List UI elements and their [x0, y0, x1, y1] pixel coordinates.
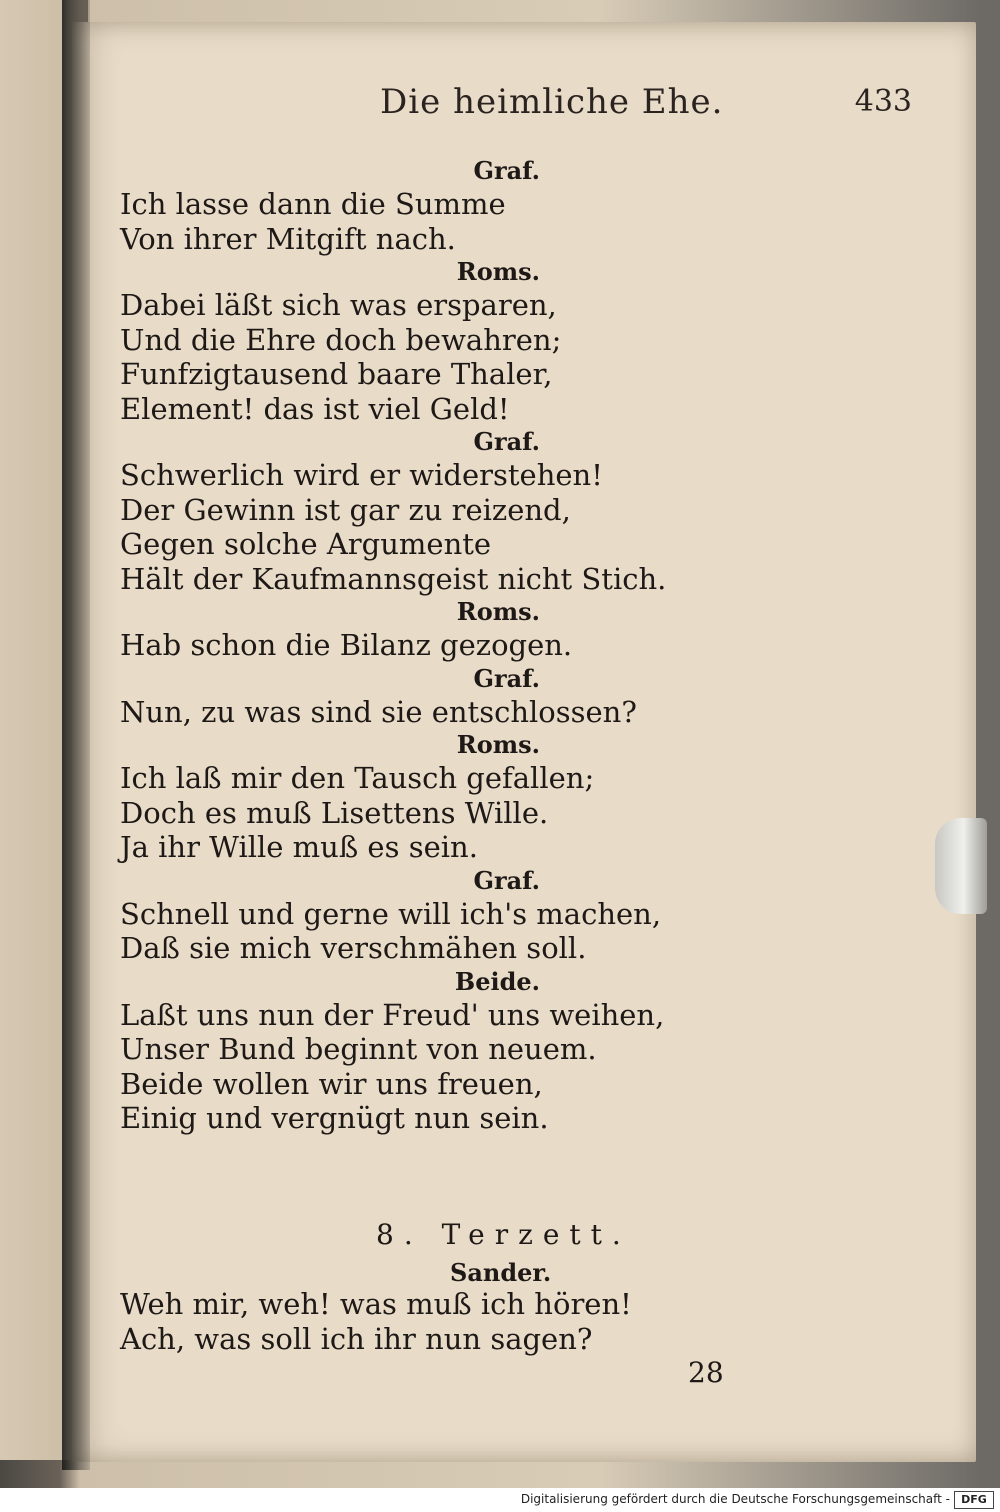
verse-line: Dabei läßt sich was ersparen,	[120, 288, 557, 322]
verse-line: Von ihrer Mitgift nach.	[120, 221, 456, 256]
speaker-label: Roms.	[456, 730, 540, 759]
verse-line: Beide wollen wir uns freuen,	[120, 1066, 543, 1101]
book-spine	[62, 0, 90, 1470]
page-header	[380, 82, 920, 130]
verse-line: Ich lasse dann die Summe	[120, 187, 506, 221]
footer-credit: Digitalisierung gefördert durch die Deutsche Forschungsgemeinschaft -	[520, 1492, 950, 1506]
speaker-label: Roms.	[456, 257, 540, 286]
verse-line: Hält der Kaufmannsgeist nicht Stich.	[120, 561, 667, 596]
verse-line: Daß sie mich verschmähen soll.	[120, 931, 587, 965]
speaker-label: Graf.	[473, 427, 540, 456]
verse-line: Ich laß mir den Tausch gefallen;	[120, 761, 595, 795]
verse-line: Funfzigtausend baare Thaler,	[120, 357, 553, 391]
verse-line: Unser Bund beginnt von neuem.	[120, 1032, 597, 1066]
verse-line: Schwerlich wird er widerstehen!	[120, 458, 603, 492]
verse-line: Einig und vergnügt nun sein.	[120, 1101, 549, 1135]
speaker-label: Graf.	[473, 865, 540, 895]
verse-line: Laßt uns nun der Freud' uns weihen,	[120, 997, 665, 1032]
verse-line: Hab schon die Bilanz gezogen.	[120, 628, 573, 662]
section-verses	[120, 1287, 680, 1356]
verse-line: Und die Ehre doch bewahren;	[120, 322, 562, 357]
dialogue-text	[120, 155, 680, 1136]
verse-line: Schnell und gerne will ich's machen,	[120, 896, 662, 931]
verse-line: Ach, was soll ich ihr nun sagen?	[120, 1321, 593, 1356]
page-clip-marker	[935, 818, 987, 914]
verse-line: Gegen solche Argumente	[120, 527, 492, 561]
verse-line: Der Gewinn ist gar zu reizend,	[120, 492, 571, 527]
speaker-label: Sander.	[450, 1258, 552, 1287]
signature-mark: 28	[688, 1356, 724, 1389]
verse-line: Element! das ist viel Geld!	[120, 391, 510, 426]
speaker-label: Roms.	[456, 597, 540, 626]
page-number: 433	[854, 84, 912, 119]
speaker-label: Beide.	[454, 966, 540, 996]
footer-bar	[0, 1488, 1000, 1512]
verse-line: Nun, zu was sind sie entschlossen?	[120, 694, 637, 729]
verse-line: Doch es muß Lisettens Wille.	[120, 795, 549, 830]
speaker-label: Graf.	[473, 663, 540, 693]
running-title: Die heimliche Ehe.	[380, 82, 724, 122]
speaker-label: Graf.	[473, 156, 540, 185]
verse-line: Weh mir, weh! was muß ich hören!	[120, 1287, 632, 1321]
dfg-logo: DFG	[954, 1491, 994, 1509]
verse-line: Ja ihr Wille muß es sein.	[120, 830, 478, 864]
section-title: 8. Terzett.	[376, 1218, 631, 1251]
